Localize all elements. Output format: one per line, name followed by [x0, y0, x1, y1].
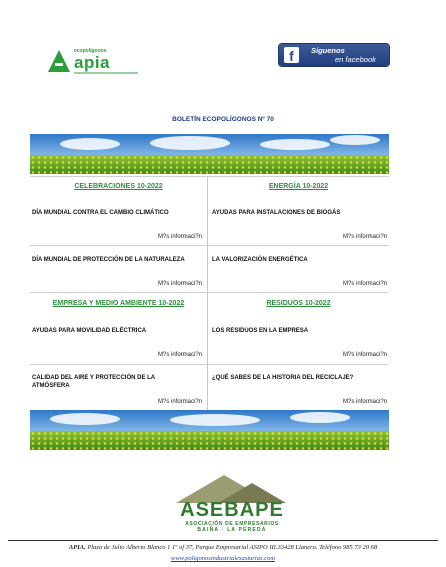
item-title[interactable]: CALIDAD DEL AIRE Y PROTECCIÓN DE LA ATMÓSFERA	[32, 375, 155, 389]
section-heading-empresa[interactable]: EMPRESA Y MEDIO AMBIENTE 10-2022	[52, 300, 185, 307]
item-title[interactable]: AYUDAS PARA INSTALACIONES DE BIOGÁS	[212, 210, 341, 216]
more-info-link[interactable]: M?s informaci?n	[157, 234, 202, 240]
meadow-banner-bottom	[30, 410, 389, 450]
facebook-line2: en facebook	[335, 55, 376, 64]
asebape-name: ASEBAPE	[180, 499, 284, 521]
item-title[interactable]: LOS RESIDUOS EN LA EMPRESA	[212, 328, 309, 334]
item-title[interactable]: ¿QUÉ SABES DE LA HISTORIA DEL RECICLAJE?	[212, 375, 354, 381]
footer-website-link[interactable]: www.poligonosindustrialesasturias.com	[171, 555, 275, 562]
item-title[interactable]: DÍA MUNDIAL CONTRA EL CAMBIO CLIMÁTICO	[32, 210, 169, 216]
asebape-location: BAIÑA - LA PEREDA	[197, 527, 267, 533]
section-heading-residuos[interactable]: RESIDUOS 10-2022	[266, 300, 331, 307]
column-divider	[207, 176, 208, 410]
apia-logo-icon	[48, 50, 70, 72]
facebook-icon: f	[284, 47, 299, 63]
more-info-link[interactable]: M?s informaci?n	[157, 281, 202, 287]
more-info-link[interactable]: M?s informaci?n	[157, 399, 202, 405]
apia-logo[interactable]	[48, 48, 120, 78]
asebape-subtitle: ASOCIACIÓN DE EMPRESARIOS	[185, 521, 279, 527]
footer-address	[0, 544, 446, 551]
apia-logo-name: apia	[74, 53, 111, 72]
more-info-link[interactable]: M?s informaci?n	[157, 352, 202, 358]
more-info-link[interactable]: M?s informaci?n	[342, 281, 387, 287]
asebape-logo[interactable]	[170, 475, 294, 535]
item-title[interactable]: LA VALORIZACIÓN ENERGÉTICA	[212, 257, 308, 263]
more-info-link[interactable]: M?s informaci?n	[342, 352, 387, 358]
item-title[interactable]: DÍA MUNDIAL DE PROTECCIÓN DE LA NATURALEZA	[32, 257, 185, 263]
section-heading-celebraciones[interactable]: CELEBRACIONES 10-2022	[74, 183, 163, 190]
apia-logo-subtitle: ecopolígonos	[74, 48, 107, 54]
footer-org: APIA,	[68, 544, 86, 551]
more-info-link[interactable]: M?s informaci?n	[342, 399, 387, 405]
facebook-line1: Síguenos	[311, 46, 345, 55]
item-title[interactable]: AYUDAS PARA MOVILIDAD ELÉCTRICA	[32, 328, 147, 334]
more-info-link[interactable]: M?s informaci?n	[342, 234, 387, 240]
bulletin-title: BOLETÍN ECOPOLÍGONOS Nº 70	[172, 116, 274, 123]
footer-divider	[8, 540, 438, 541]
footer-address-text: Plaza de Julio Alberto Blanco 1 1º of 37, Parque Empresarial ASIPO III.33428 Llanera. Teléfono 985 73 20 68	[85, 544, 378, 551]
section-heading-energia[interactable]: ENERGÍA 10-2022	[268, 183, 329, 190]
meadow-banner-top	[30, 134, 389, 174]
facebook-follow-button[interactable]	[279, 44, 389, 66]
